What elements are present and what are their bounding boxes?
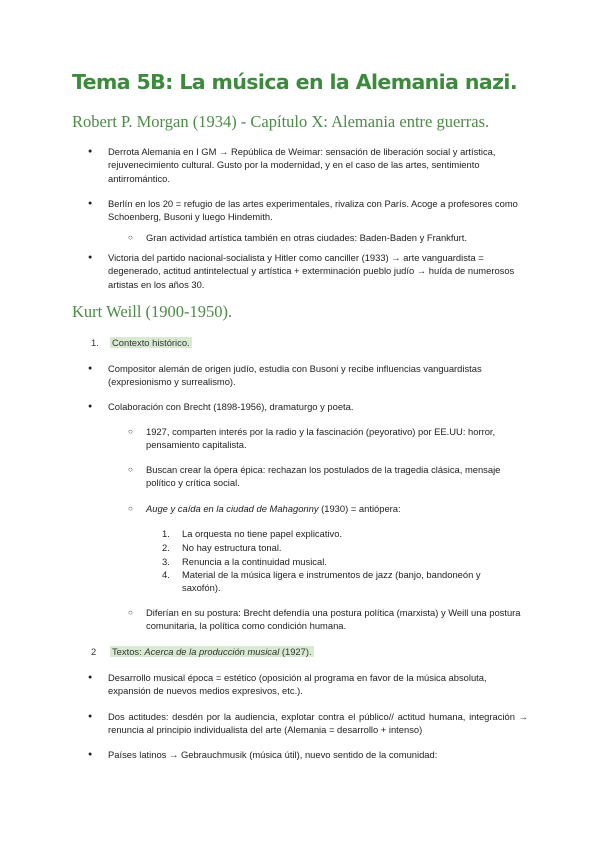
list-item: ● Colaboración con Brecht (1898-1956), dramaturgo y poeta. (108, 400, 528, 413)
section-heading-context (91, 336, 192, 349)
list-item: ● Compositor alemán de origen judío, estudia con Busoni y recibe influencias vanguardistas (expresionismo y surrealismo). (108, 362, 528, 389)
sub-list-item: ○ Gran actividad artística también en otras ciudades: Baden-Baden y Frankfurt. (146, 231, 530, 244)
item-text: La orquesta no tiene papel explicativo. (182, 528, 343, 539)
list-item: ● Países latinos → Gebrauchmusik (música útil), nuevo sentido de la comunidad: (108, 748, 528, 761)
numbered-item (162, 527, 512, 540)
list-item: ● Berlín en los 20 = refugio de las artes experimentales, rivaliza con París. Acoge a profesores como Schoenberg, Busoni y luego Hindemith. (108, 197, 528, 224)
sub-list-item: ○ Buscan crear la ópera épica: rechazan los postulados de la tragedia clásica, mensaje político y crítica social. (146, 463, 530, 490)
section-number: 1. (91, 337, 99, 348)
sub-list-item: ○ Diferían en su postura: Brecht defendía una postura política (marxista) y Weill una postura comunitaria, la política como condición humana. (146, 606, 530, 633)
section-label: Contexto histórico. (112, 337, 190, 348)
item-number: 3. (162, 556, 170, 567)
sub-text: (1930) = antiópera: (318, 503, 401, 514)
list-item: ● Derrota Alemania en I GM → República de Weimar: sensación de liberación social y artística, rejuvenecimiento cultural. Gusto por la modernidad, y en el caso de las artes, sentimiento antirromántico. (108, 145, 528, 185)
section-heading-texts (91, 645, 314, 658)
item-text: No hay estructura tonal. (182, 542, 282, 553)
section-label: Textos: Acerca de la producción musical (1927). (112, 646, 312, 657)
numbered-item (162, 568, 512, 595)
section-number: 2 (91, 646, 97, 657)
weill-heading: Kurt Weill (1900-1950). (72, 302, 233, 321)
work-title: Auge y caída en la ciudad de Mahagonny (146, 503, 319, 514)
page-title: Tema 5B: La música en la Alemania nazi. (72, 70, 518, 94)
item-text: Renuncia a la continuidad musical. (182, 556, 327, 567)
item-number: 4. (162, 569, 170, 580)
numbered-item (162, 541, 512, 554)
list-item: ● Victoria del partido nacional-socialista y Hitler como canciller (1933) → arte vanguardista = degenerado, actitud antintelectual y artística + exterminación pueblo judío → huída de numerosos artistas en los años 30. (108, 251, 528, 291)
list-item: ● Dos actitudes: desdén por la audiencia, explotar contra el público// actitud humana, integración → renuncia al principio individualista del arte (Alemania = desarrollo + intenso) (108, 710, 528, 737)
morgan-heading: Robert P. Morgan (1934) - Capítulo X: Alemania entre guerras. (72, 112, 490, 131)
item-number: 2. (162, 542, 170, 553)
item-number: 1. (162, 528, 170, 539)
list-item: ● Desarrollo musical época = estético (oposición al programa en favor de la música absoluta, expansión de nuevos medios expresivos, etc.). (108, 671, 528, 698)
sub-list-item: ○ 1927, comparten interés por la radio y la fascinación (peyorativo) por EE.UU: horror, pensamiento capitalista. (146, 425, 530, 452)
numbered-item (162, 555, 512, 568)
work-title: Acerca de la producción musical (144, 646, 280, 657)
sub-list-item (146, 502, 530, 515)
item-text: Material de la música ligera e instrumentos de jazz (banjo, bandoneón y saxofón). (182, 569, 481, 594)
